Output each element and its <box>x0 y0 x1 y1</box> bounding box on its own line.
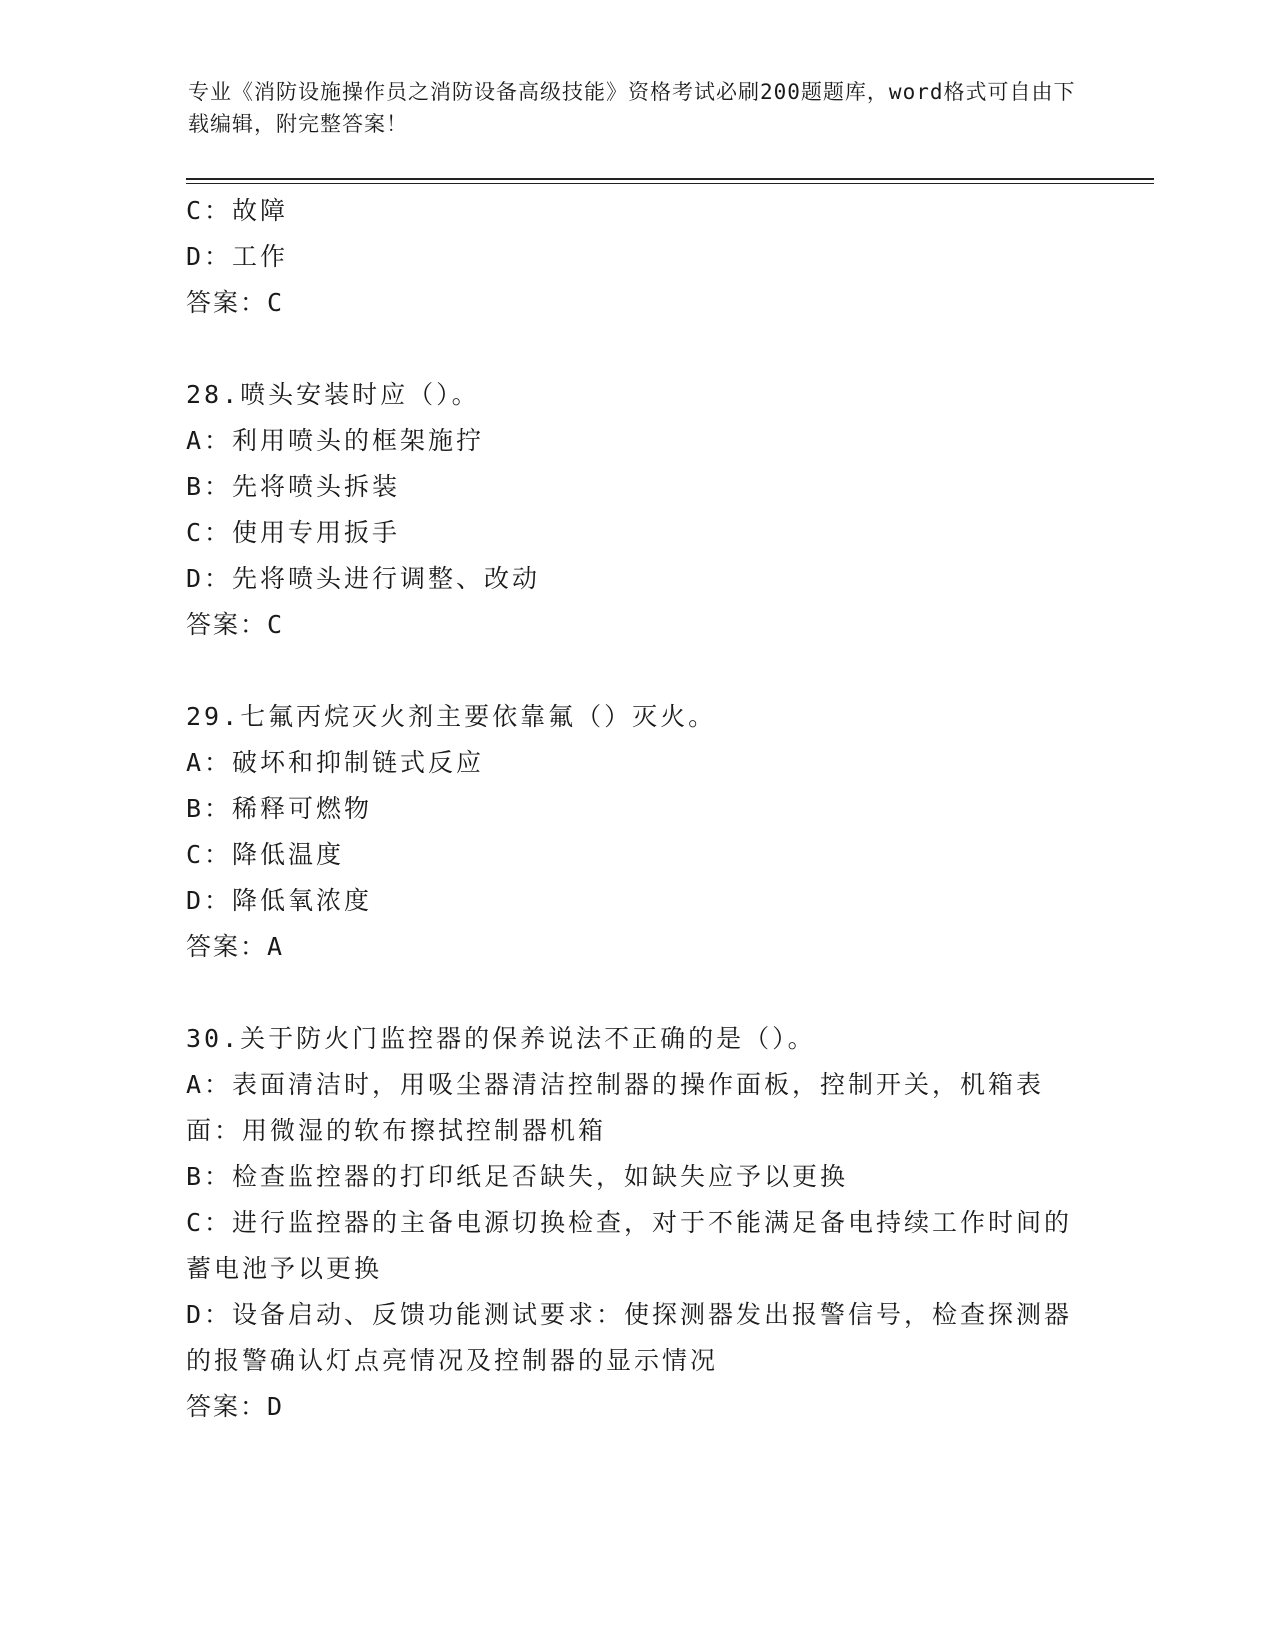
option-c: C：使用专用扳手 <box>186 518 401 547</box>
question-stem: 28.喷头安装时应（）。 <box>186 380 480 409</box>
option-c: C：进行监控器的主备电源切换检查，对于不能满足备电持续工作时间的蓄电池予以更换 <box>186 1208 1073 1283</box>
question-stem: 30.关于防火门监控器的保养说法不正确的是（）。 <box>186 1024 816 1053</box>
header-rule-thin <box>186 183 1154 184</box>
header-rule-thick <box>186 178 1154 180</box>
question-block-27 <box>186 188 1086 326</box>
answer-value: A <box>267 932 285 961</box>
option-a: A：表面清洁时，用吸尘器清洁控制器的操作面板，控制开关，机箱表面：用微湿的软布擦拭控制器机箱 <box>186 1070 1045 1145</box>
answer-value: C <box>267 288 285 317</box>
option-b: B：先将喷头拆装 <box>186 472 401 501</box>
option-d: D：先将喷头进行调整、改动 <box>186 564 541 593</box>
answer-label: 答案： <box>186 1392 268 1421</box>
option-b: B：检查监控器的打印纸足否缺失，如缺失应予以更换 <box>186 1162 849 1191</box>
answer-line <box>186 602 1086 648</box>
option-d: D：设备启动、反馈功能测试要求：使探测器发出报警信号，检查探测器的报警确认灯点亮情况及控制器的显示情况 <box>186 1300 1073 1375</box>
question-list <box>186 188 1086 1430</box>
question-stem: 29.七氟丙烷灭火剂主要依靠氟（）灭火。 <box>186 702 717 731</box>
spacer <box>186 326 1086 372</box>
document-header: 专业《消防设施操作员之消防设备高级技能》资格考试必刷200题题库，word格式可自由下载编辑，附完整答案！ <box>188 80 1076 136</box>
answer-label: 答案： <box>186 610 268 639</box>
question-block-29 <box>186 694 1086 970</box>
spacer <box>186 970 1086 1016</box>
option-d: D：降低氧浓度 <box>186 886 373 915</box>
spacer <box>186 648 1086 694</box>
option-b: B：稀释可燃物 <box>186 794 373 823</box>
answer-line <box>186 1384 1086 1430</box>
question-block-28 <box>186 372 1086 648</box>
answer-line <box>186 924 1086 970</box>
option-c: C：故障 <box>186 196 289 225</box>
option-c: C：降低温度 <box>186 840 345 869</box>
answer-value: D <box>267 1392 285 1421</box>
answer-label: 答案： <box>186 932 268 961</box>
answer-line <box>186 280 1086 326</box>
option-a: A：破坏和抑制链式反应 <box>186 748 485 777</box>
option-a: A：利用喷头的框架施拧 <box>186 426 485 455</box>
option-d: D：工作 <box>186 242 289 271</box>
answer-value: C <box>267 610 285 639</box>
answer-label: 答案： <box>186 288 268 317</box>
question-block-30 <box>186 1016 1086 1430</box>
